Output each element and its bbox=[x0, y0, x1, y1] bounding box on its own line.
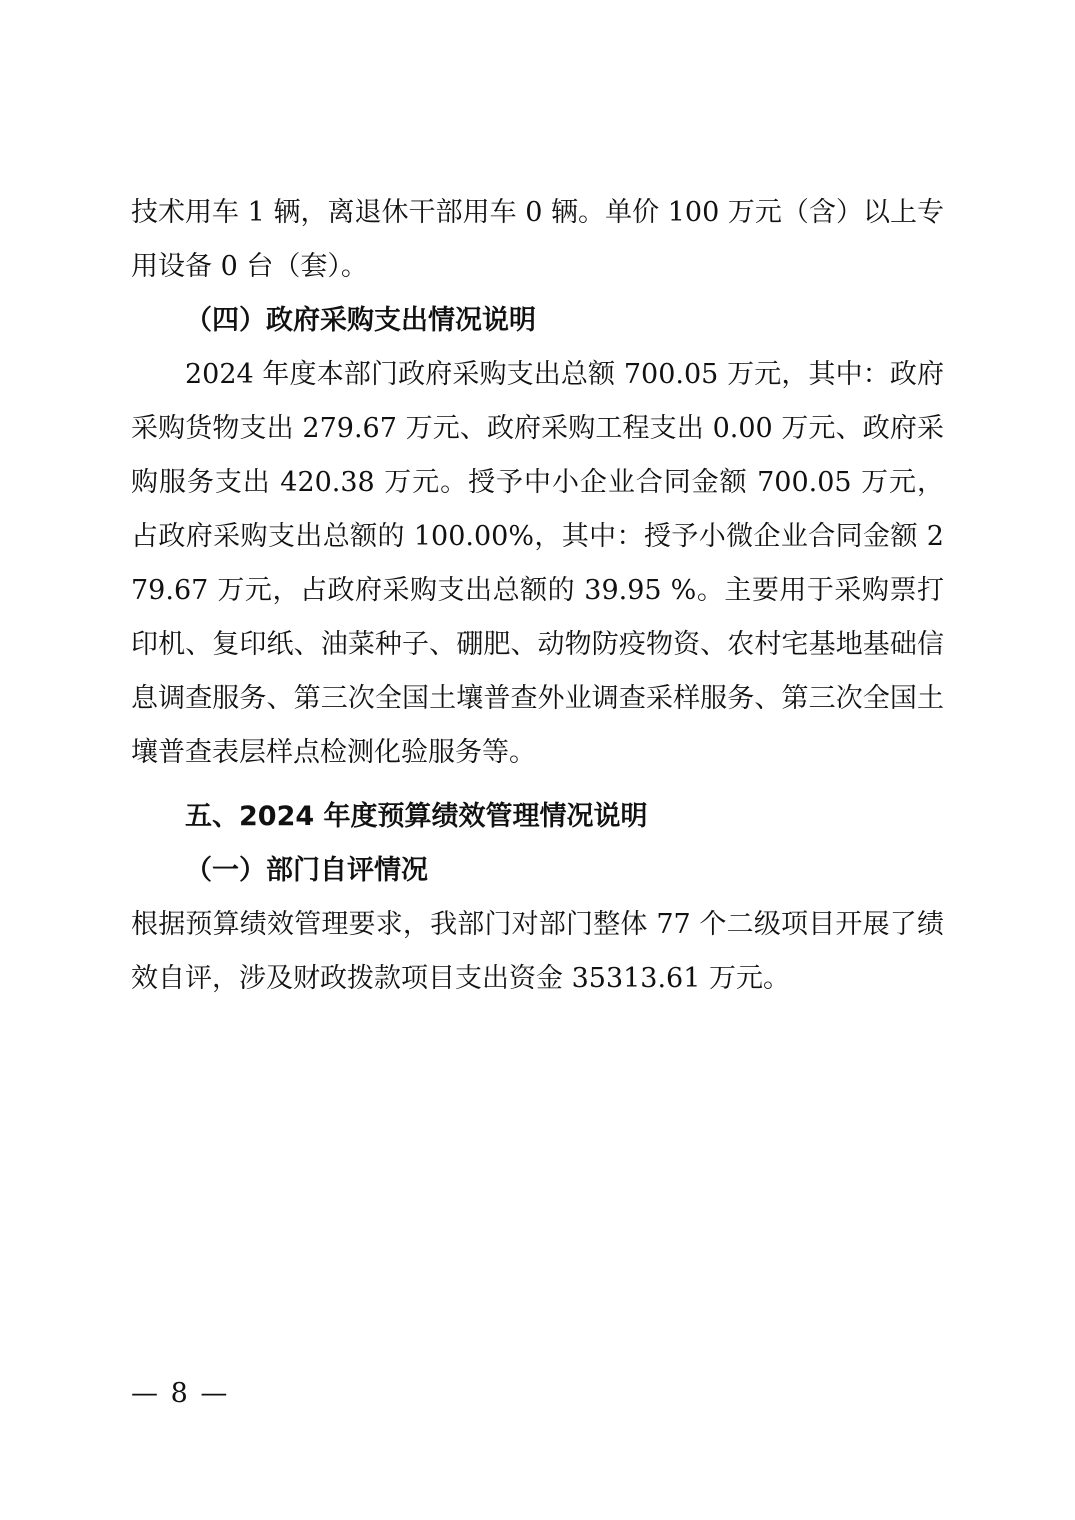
page-content bbox=[131, 186, 944, 1006]
paragraph-self-evaluation: 根据预算绩效管理要求，我部门对部门整体 77 个二级项目开展了绩效自评，涉及财政拨款项目支出资金 35313.61 万元。 bbox=[131, 909, 944, 994]
paragraph-procurement: 2024 年度本部门政府采购支出总额 700.05 万元，其中：政府采购货物支出 279.67 万元、政府采购工程支出 0.00 万元、政府采购服务支出 420.38 万元。授予中小企业合同金额 700.05 万元，占政府采购支出总额的 100.00%，其中：授予小微企业合同金额 279.67 万元，占政府采购支出总额的 39.95 %。主要用于采购票打印机、复印纸、油菜种子、硼肥、动物防疫物资、农村宅基地基础信息调查服务、第三次全国土壤普查外业调查采样服务、第三次全国土壤普查表层样点检测化验服务等。 bbox=[131, 359, 944, 768]
heading-performance-management: 五、2024 年度预算绩效管理情况说明 bbox=[185, 801, 648, 832]
page-number: — 8 — bbox=[131, 1378, 230, 1409]
heading-procurement: （四）政府采购支出情况说明 bbox=[185, 305, 536, 336]
section-gap bbox=[131, 780, 944, 790]
heading-self-evaluation: （一）部门自评情况 bbox=[185, 855, 428, 886]
paragraph-vehicles: 技术用车 1 辆，离退休干部用车 0 辆。单价 100 万元（含）以上专用设备 0 台（套）。 bbox=[131, 197, 944, 282]
